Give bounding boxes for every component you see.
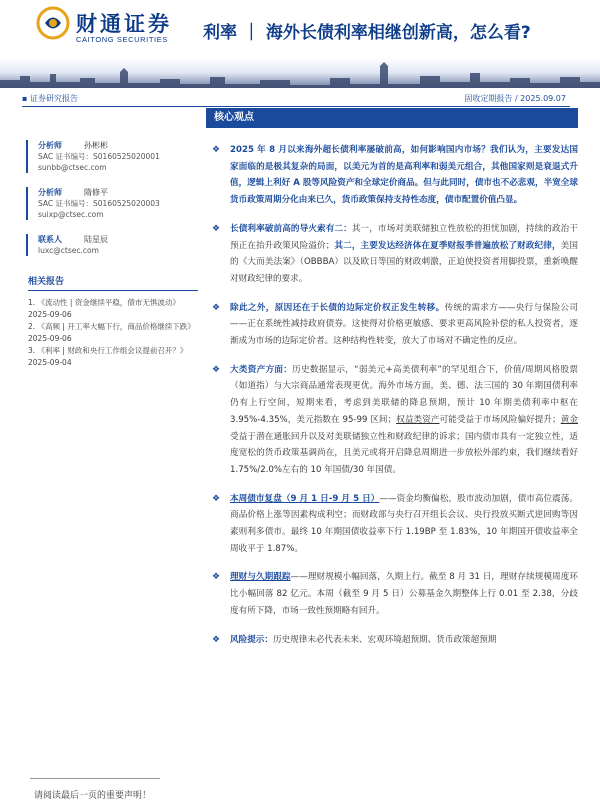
bullet-text: 传统的需求方——央行与保险公司——正在系统性减持政府债券。这使得对价格更敏感、要求更高风险补偿的私人投资者，逐渐成为市场的边际定价者。这种结构性转变，放大了市场对不确定性的反应。 [230, 302, 578, 347]
analyst-name: 隋修平 [84, 188, 108, 197]
report-title: 利率 ｜ 海外长债利率相继创新高，怎么看? [203, 23, 531, 43]
report-date-label: 固收定期报告 / 2025.09.07 [464, 94, 566, 103]
bullet-lead: 大类资产方面： [230, 364, 293, 375]
city-skyline-banner [0, 58, 600, 88]
diamond-bullet-icon: ❖ [212, 145, 221, 155]
analyst-block [26, 140, 202, 173]
list-item [206, 632, 578, 649]
header-divider [22, 106, 570, 107]
report-header [0, 0, 600, 88]
bullet-lead: 除此之外，原因还在于长债的边际定价权正发生转移。 [230, 302, 445, 313]
diamond-bullet-icon: ❖ [212, 493, 221, 504]
analyst-email[interactable]: suixp@ctsec.com [38, 210, 104, 219]
bullet-text: 历史数据显示，“弱美元+高美债利率”的罕见组合下，价值/周期风格股票（如道指）与大宗商品通常表现更优。海外市场方面，美、德、法三国的 30 年期国债利率仍有上行空间，短期来看，考虑到美联储的降息预期，预计 10 年期美债利率中枢在 3.95%-4.35%，美元指数在 95-99 区间； [230, 364, 578, 425]
bullet-lead: 理财与久期跟踪 [230, 572, 291, 583]
sidebar [26, 140, 202, 369]
related-report-link[interactable]: 1. 《流动性 | 资金继续平稳，债市无惧波动》 2025-09-06 [28, 298, 180, 319]
analyst-name: 孙彬彬 [84, 141, 108, 150]
bullet-text: 历史规律未必代表未来、宏观环境超预期、货币政策超预期 [272, 634, 497, 645]
footer-divider [30, 778, 160, 779]
bullet-icon: ▪ [22, 94, 30, 103]
contact-role: 联系人 [38, 235, 62, 244]
analyst-email[interactable]: sunbb@ctsec.com [38, 163, 107, 172]
bullet-text: 受益于潜在通胀回升以及对美联储独立性和财政纪律的诉求；国内债市具有一定独立性，适度宽松的货币政策基调尚在，且美元或将开启降息周期进一步放松外部约束，我们继续看好 1.75%/2.0%左右的 10 年国债/30 年国债。 [230, 431, 578, 475]
report-type-text: 证券研究报告 [29, 94, 78, 103]
analyst-cert: SAC 证书编号：S0160525020003 [38, 199, 160, 208]
list-item [206, 362, 578, 479]
analyst-role: 分析师 [38, 141, 62, 150]
bullet-text: 美国的《大而美法案》（OBBBA）以及欧日等国的财政刺激，正迫使投资者用脚投票，重新唤醒对财政纪律的要求。 [230, 240, 578, 284]
list-item [206, 142, 578, 209]
diamond-bullet-icon: ❖ [212, 634, 221, 645]
bullet-underlined: 权益类资产 [396, 414, 440, 425]
list-item [206, 221, 578, 288]
list-item [206, 569, 578, 619]
related-reports-list [28, 297, 198, 368]
core-views-list [206, 142, 578, 648]
diamond-bullet-icon: ❖ [212, 572, 221, 583]
analyst-role: 分析师 [38, 188, 62, 197]
diamond-bullet-icon: ❖ [212, 223, 221, 234]
contact-name: 陆星辰 [84, 235, 108, 244]
bullet-lead: 本周债市复盘（9 月 1 日-9 月 5 日） [230, 493, 380, 504]
bullet-text: ——资金均衡偏松，股市波动加剧，债市高位震荡。商品价格上涨等因素构成利空；而财政部与央行召开组长会议、央行投放买断式逆回购等因素则利多债市。最终 10 年期国债收益率下行 1.19BP 至 1.83%，10 年期国开债收益率全周收平于 1.87%。 [230, 493, 578, 554]
contact-email[interactable]: luxc@ctsec.com [38, 246, 99, 255]
logo-en-text: CAITONG SECURITIES [76, 35, 168, 44]
bullet-text: 2025 年 8 月以来海外超长债利率屡破前高，如何影响国内市场？我们认为，主要发达国家面临的是极其复杂的局面，以美元为首的是高利率和弱美元组合，其他国家则是衰退式升值，逻辑上利好 A 股等风险资产和全球定价商品。但与此同时，债市也不必悲观，半宽全球货币政策周期分化由来已久，货币政策保持支持性态度，债市配置价值凸显。 [230, 145, 578, 206]
related-report-link[interactable]: 3. 《利率 | 财政和央行工作组会议提前召开？》 2025-09-04 [28, 346, 188, 367]
related-reports-title: 相关报告 [28, 274, 198, 291]
bullet-emphasis: 其二，主要发达经济体在夏季财报季普遍放松了财政纪律， [334, 240, 561, 251]
footer-disclaimer: 请阅读最后一页的重要声明！ [34, 791, 152, 800]
bullet-text: ——理财规模小幅回落，久期上行。截至 8 月 31 日，理财存续规模周度环比小幅回落 82 亿元。本周（截至 9 月 5 日）公募基金久期整体上行 0.01 至 2.38，分歧度有所下降，市场一致性预期略有回升。 [230, 572, 578, 616]
diamond-bullet-icon: ❖ [212, 302, 221, 313]
core-views-heading: 核心观点 [206, 108, 578, 128]
bullet-underlined: 黄金 [560, 414, 578, 425]
company-logo [36, 6, 186, 46]
main-content [206, 108, 578, 660]
analyst-block [26, 187, 202, 220]
bullet-lead: 风险提示： [230, 634, 273, 645]
contact-block [26, 234, 202, 256]
list-item [206, 300, 578, 350]
report-type-label [22, 93, 78, 104]
diamond-bullet-icon: ❖ [212, 364, 221, 375]
bullet-text: 其一，市场对美联储独立性放松的担忧加剧，持续的政治干预正在抬升政策风险溢价； [230, 223, 578, 251]
bullet-lead: 长债利率破前高的导火索有二： [230, 223, 352, 234]
list-item [206, 491, 578, 558]
bullet-text: 可能受益于市场风险偏好提升； [439, 414, 561, 425]
related-report-link[interactable]: 2. 《高频 | 开工率大幅下行，商品价格继续下跌》 2025-09-06 [28, 322, 195, 343]
logo-cn-text: 财通证券 [76, 12, 172, 36]
caitong-logo-icon [36, 6, 70, 40]
analyst-cert: SAC 证书编号：S0160525020001 [38, 152, 160, 161]
